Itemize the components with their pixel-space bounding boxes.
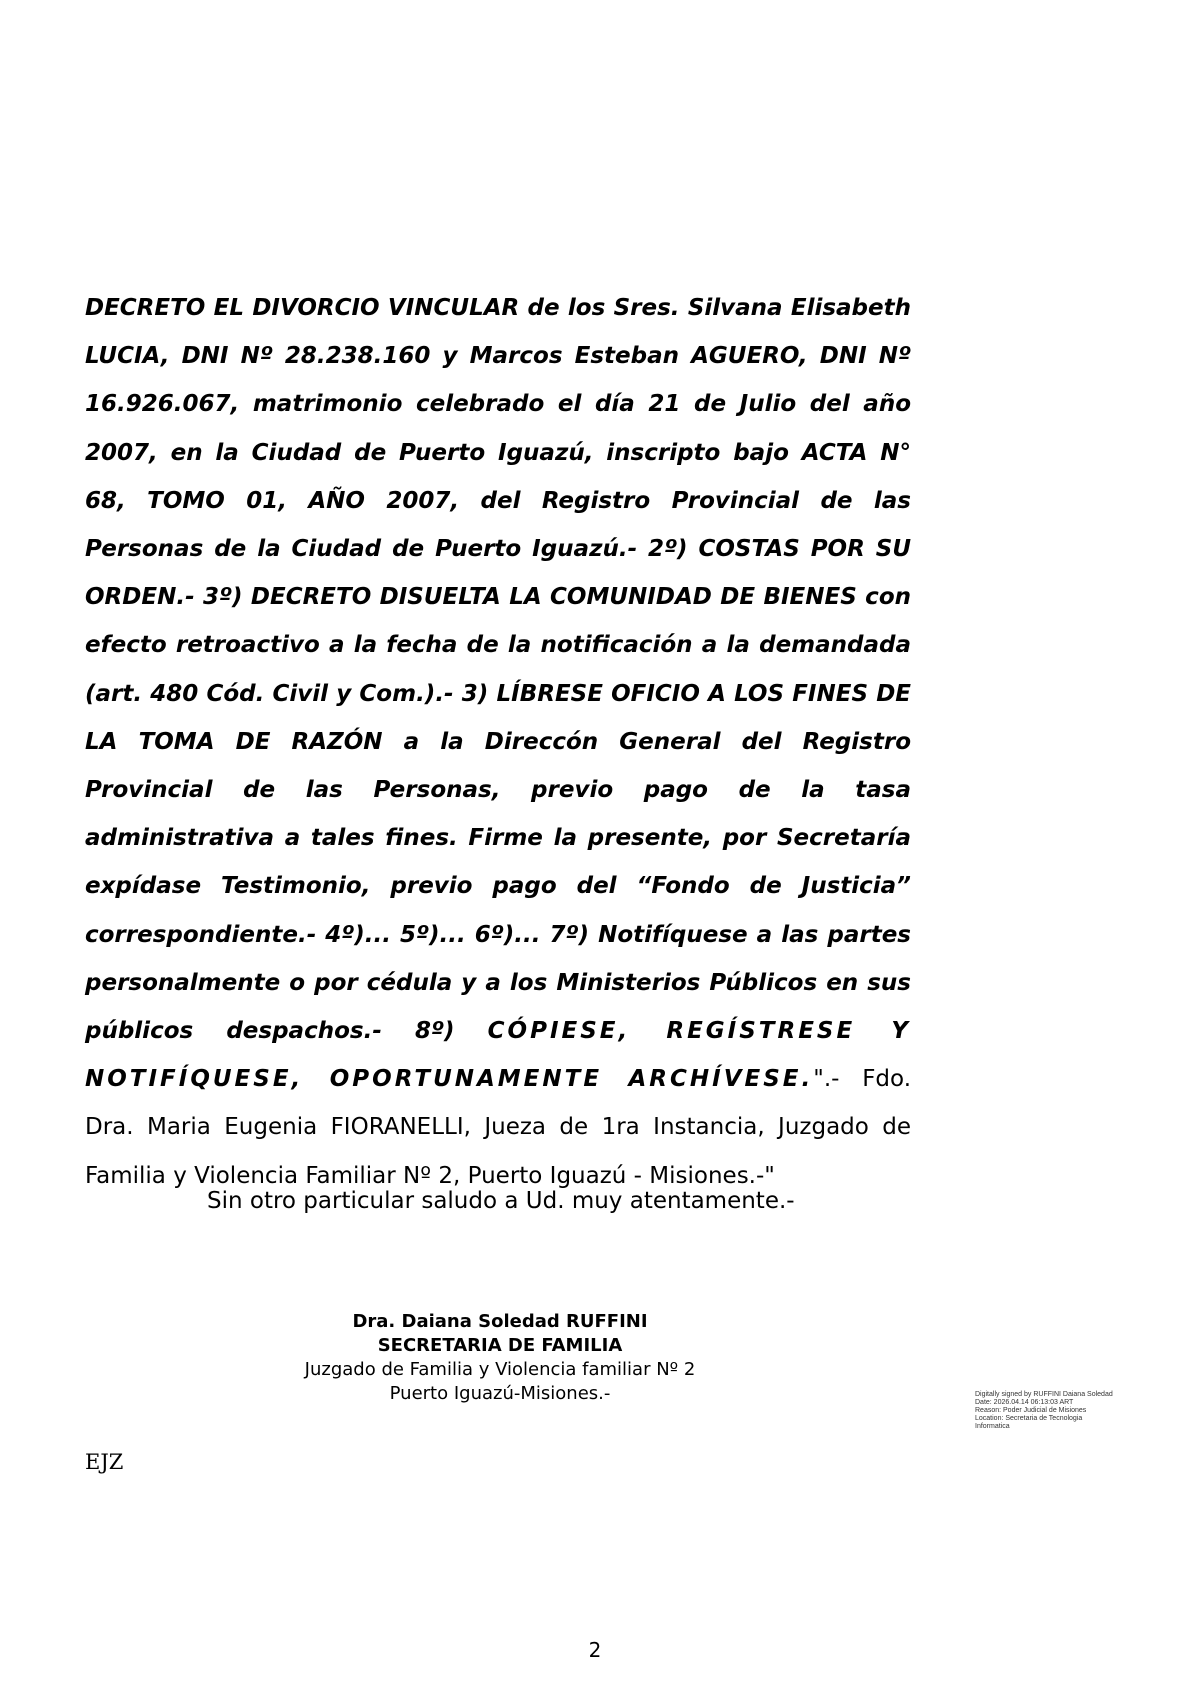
page-number: 2 [588,1638,602,1662]
text-segment: .- 3º) [176,584,251,611]
digital-signature-line: Digitally signed by RUFFINI Daiana Soledad [975,1391,1113,1398]
text-segment: DECRETO DISUELTA LA COMUNIDAD DE BIENES [250,584,857,611]
text-segment: LÍBRESE OFICIO A LOS FINES DE LA TOMA DE RAZÓN [85,680,911,755]
text-segment: a la Direccón General del Registro Provincial de las Personas, previo pago de la tasa administrativa a tales fines. Firme la presente, por Secretaría expídase Testimonio, previo pago del “Fondo de Justicia” correspondiente.- 4º)... 5º)... 6º)... 7º) Notifíquese a las partes personalmente o por cédula y a los Ministerios Públicos en sus públicos despachos.- 8º) [85,728,911,1045]
signer-name: Dra. Daiana Soledad RUFFINI [352,1311,648,1332]
text-segment: con efecto retroactivo a la fecha de la notificación a la demandada (art. 480 Cód. Civil y Com.).- 3) [85,584,911,707]
digital-signature-stamp [975,1391,1115,1431]
text-segment: COSTAS POR SU ORDEN [85,536,912,611]
typist-initials: EJZ [85,1450,124,1474]
text-segment: de los Sres. Silvana Elisabeth LUCIA, DNI Nº 28.238.160 y Marcos Esteban AGUERO, DNI Nº 16.926.067, matrimonio celebrado el día 21 de Julio del año 2007, en la Ciudad de Puerto Iguazú, inscripto bajo ACTA N° 68, TOMO 01, AÑO 2007, del Registro Provincial de las Personas de la Ciudad de Puerto Iguazú.- 2º) [85,295,911,563]
signer-location: Puerto Iguazú-Misiones.- [389,1383,611,1404]
text-segment: DECRETO EL DIVORCIO VINCULAR [85,295,520,321]
closing-salutation: Sin otro particular saludo a Ud. muy atentamente.- [207,1188,795,1214]
text-segment: ".- Fdo. Dra. Maria Eugenia FIORANELLI, Jueza de 1ra Instancia, Juzgado de Familia y Violencia Familiar Nº 2, Puerto Iguazú - Misiones.-" [85,1066,912,1189]
signer-court: Juzgado de Familia y Violencia familiar Nº 2 [304,1359,696,1380]
digital-signature-line: Location: Secretaria de Tecnologia Informatica [975,1415,1083,1430]
digital-signature-line: Reason: Poder Judicial de Misiones [975,1407,1087,1414]
signature-block [250,1310,750,1406]
signer-title: SECRETARIA DE FAMILIA [377,1335,623,1356]
resolution-paragraph [85,284,911,1200]
digital-signature-line: Date: 2026.04.14 06:13:03 ART [975,1399,1074,1406]
text-segment: CÓPIESE, REGÍSTRESE Y NOTIFÍQUESE, OPORTUNAMENTE ARCHÍVESE. [85,1018,911,1093]
